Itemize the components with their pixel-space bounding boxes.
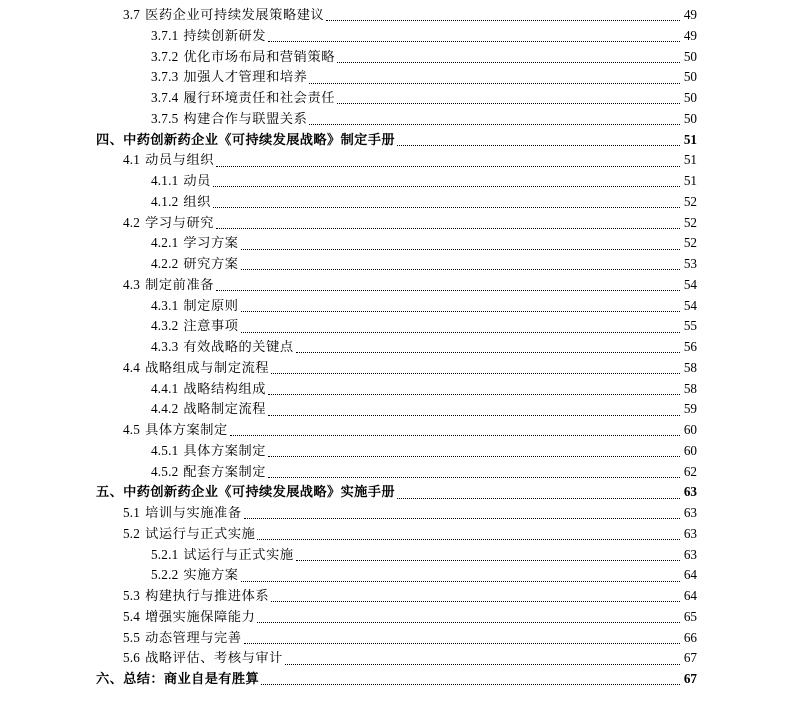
toc-entry-title: 研究方案: [183, 256, 239, 271]
toc-entry-title: 试运行与正式实施: [145, 525, 256, 541]
toc-page-number: 65: [683, 608, 697, 624]
toc-entry-label: [123, 503, 243, 524]
toc-entry-title: 有效战略的关键点: [183, 339, 294, 354]
toc-entry-title: 学习与研究: [145, 214, 215, 230]
toc-entry-title: 优化市场布局和营销策略: [183, 48, 336, 64]
toc-subsection-entry[interactable]: [0, 399, 793, 420]
toc-page-number: 67: [683, 671, 697, 686]
toc-entry-title: 医药企业可持续发展策略建议: [145, 7, 325, 22]
toc-entry-title: 五、中药创新药企业《可持续发展战略》实施手册: [96, 484, 395, 500]
dot-leader: [257, 621, 680, 623]
toc-entry-number: 5.2.1: [151, 546, 179, 562]
toc-page-number: 63: [683, 525, 697, 541]
toc-entry-number: 4.1: [123, 152, 141, 168]
table-of-contents: [0, 5, 793, 690]
dot-leader: [216, 289, 680, 291]
toc-page-number: 52: [683, 193, 697, 209]
toc-entry-title: 战略制定流程: [183, 401, 267, 417]
toc-entry-label: [151, 565, 240, 586]
toc-section-entry[interactable]: [0, 586, 793, 607]
toc-subsection-entry[interactable]: [0, 192, 793, 213]
toc-page-number: 60: [683, 442, 697, 458]
toc-entry-number: 4.2: [123, 214, 141, 230]
toc-chapter-entry[interactable]: [0, 482, 793, 503]
toc-subsection-entry[interactable]: [0, 47, 793, 68]
toc-entry-number: 5.4: [123, 608, 141, 624]
toc-page-number: 50: [683, 48, 697, 64]
dot-leader: [241, 331, 680, 333]
toc-entry-title: 战略组成与制定流程: [145, 359, 270, 375]
toc-subsection-entry[interactable]: [0, 171, 793, 192]
toc-entry-label: [151, 254, 240, 275]
toc-subsection-entry[interactable]: [0, 296, 793, 317]
toc-page-number: 63: [683, 505, 697, 520]
toc-subsection-entry[interactable]: [0, 233, 793, 254]
toc-page-number: 58: [683, 380, 697, 396]
toc-section-entry[interactable]: [0, 628, 793, 649]
dot-leader: [326, 19, 680, 21]
toc-page-number: 50: [683, 90, 697, 105]
toc-entry-number: 5.2.2: [151, 567, 179, 583]
toc-entry-label: [151, 462, 267, 483]
toc-entry-label: [151, 109, 308, 130]
toc-section-entry[interactable]: [0, 524, 793, 545]
toc-page-number: 66: [683, 629, 697, 645]
dot-leader: [271, 600, 680, 602]
toc-entry-label: [123, 213, 215, 234]
toc-entry-label: [123, 607, 256, 628]
toc-section-entry[interactable]: [0, 275, 793, 296]
toc-entry-label: [123, 648, 284, 669]
dot-leader: [309, 123, 680, 125]
toc-subsection-entry[interactable]: [0, 254, 793, 275]
toc-page-number: 67: [683, 650, 697, 666]
toc-page-number: 63: [683, 546, 697, 562]
toc-entry-number: 3.7.5: [151, 110, 179, 126]
toc-subsection-entry[interactable]: [0, 88, 793, 109]
toc-entry-title: 动态管理与完善: [145, 629, 242, 645]
toc-page-number: 60: [683, 422, 697, 437]
toc-entry-number: 4.3: [123, 276, 141, 292]
toc-entry-number: 4.3.2: [151, 318, 179, 334]
dot-leader: [337, 102, 680, 104]
dot-leader: [397, 497, 680, 499]
toc-entry-title: 制定前准备: [145, 276, 215, 292]
toc-subsection-entry[interactable]: [0, 337, 793, 358]
toc-entry-title: 学习方案: [183, 235, 239, 251]
toc-entry-title: 持续创新研发: [183, 27, 267, 43]
toc-entry-number: 3.7: [123, 7, 141, 22]
toc-entry-label: [123, 150, 215, 171]
toc-entry-label: [123, 275, 215, 296]
toc-entry-label: [151, 545, 295, 566]
toc-entry-title: 注意事项: [183, 318, 239, 334]
toc-page-number: 56: [683, 339, 697, 354]
toc-entry-label: [123, 586, 270, 607]
toc-page-number: 49: [683, 7, 697, 22]
toc-entry-label: [151, 379, 267, 400]
toc-entry-number: 3.7.1: [151, 27, 179, 43]
dot-leader: [268, 393, 680, 395]
toc-page-number: 55: [683, 318, 697, 334]
toc-entry-title: 战略评估、考核与审计: [145, 650, 283, 666]
toc-entry-number: 4.4.1: [151, 380, 179, 396]
toc-entry-label: [123, 628, 243, 649]
toc-entry-number: 3.7.2: [151, 48, 179, 64]
dot-leader: [230, 434, 680, 436]
toc-subsection-entry[interactable]: [0, 545, 793, 566]
dot-leader: [241, 248, 680, 250]
toc-page-number: 64: [683, 567, 697, 583]
toc-entry-label: [151, 171, 212, 192]
toc-page-number: 54: [683, 297, 697, 313]
toc-page-number: 64: [683, 588, 697, 603]
toc-page-number: 50: [683, 69, 697, 85]
toc-entry-number: 5.5: [123, 629, 141, 645]
toc-entry-title: 试运行与正式实施: [183, 546, 294, 562]
toc-chapter-entry[interactable]: [0, 130, 793, 151]
toc-entry-title: 培训与实施准备: [145, 505, 242, 520]
toc-subsection-entry[interactable]: [0, 67, 793, 88]
dot-leader: [271, 372, 680, 374]
toc-page-number: 58: [683, 359, 697, 375]
toc-subsection-entry[interactable]: [0, 565, 793, 586]
toc-page-number: 51: [683, 173, 697, 188]
toc-entry-label: [151, 296, 240, 317]
toc-subsection-entry[interactable]: [0, 26, 793, 47]
toc-entry-title: 动员: [183, 173, 211, 188]
toc-subsection-entry[interactable]: [0, 316, 793, 337]
toc-entry-number: 5.1: [123, 505, 141, 520]
toc-entry-number: 5.2: [123, 525, 141, 541]
dot-leader: [244, 517, 680, 519]
toc-entry-title: 具体方案制定: [145, 422, 228, 437]
dot-leader: [337, 61, 680, 63]
dot-leader: [213, 206, 680, 208]
toc-section-entry[interactable]: [0, 358, 793, 379]
toc-entry-label: [151, 399, 267, 420]
toc-subsection-entry[interactable]: [0, 441, 793, 462]
toc-section-entry[interactable]: [0, 503, 793, 524]
toc-section-entry[interactable]: [0, 648, 793, 669]
toc-entry-label: [123, 420, 229, 441]
toc-entry-title: 增强实施保障能力: [145, 608, 256, 624]
toc-page-number: 63: [683, 484, 697, 500]
toc-section-entry[interactable]: [0, 5, 793, 26]
toc-page-number: 52: [683, 235, 697, 251]
toc-entry-number: 3.7.4: [151, 90, 179, 105]
toc-entry-label: [151, 441, 267, 462]
toc-entry-title: 战略结构组成: [183, 380, 267, 396]
toc-entry-title: 动员与组织: [145, 152, 215, 168]
dot-leader: [268, 40, 680, 42]
toc-page-number: 49: [683, 27, 697, 43]
toc-page-number: 62: [683, 463, 697, 479]
toc-entry-number: 4.5.1: [151, 442, 179, 458]
toc-entry-label: [123, 524, 256, 545]
toc-entry-number: 5.3: [123, 588, 141, 603]
toc-page-number: 54: [683, 276, 697, 292]
toc-entry-label: [123, 358, 270, 379]
toc-entry-title: 组织: [183, 193, 211, 209]
toc-entry-title: 加强人才管理和培养: [183, 69, 308, 85]
toc-entry-number: 4.3.3: [151, 339, 179, 354]
toc-section-entry[interactable]: [0, 213, 793, 234]
toc-entry-title: 具体方案制定: [183, 442, 267, 458]
toc-subsection-entry[interactable]: [0, 379, 793, 400]
toc-entry-label: [96, 482, 396, 503]
dot-leader: [268, 476, 680, 478]
toc-entry-label: [151, 67, 308, 88]
dot-leader: [216, 165, 680, 167]
dot-leader: [397, 144, 680, 146]
toc-page-number: 51: [683, 152, 697, 168]
dot-leader: [257, 538, 680, 540]
toc-entry-label: [151, 47, 336, 68]
toc-entry-label: [123, 5, 325, 26]
toc-entry-label: [151, 337, 295, 358]
toc-subsection-entry[interactable]: [0, 462, 793, 483]
toc-page-number: 59: [683, 401, 697, 417]
dot-leader: [296, 351, 680, 353]
dot-leader: [296, 559, 680, 561]
toc-entry-label: [151, 88, 336, 109]
toc-entry-title: 六、总结：商业自是有胜算: [96, 671, 260, 686]
toc-entry-number: 4.1.1: [151, 173, 179, 188]
toc-section-entry[interactable]: [0, 607, 793, 628]
toc-page-number: 53: [683, 256, 697, 271]
toc-entry-number: 4.5: [123, 422, 141, 437]
toc-entry-title: 履行环境责任和社会责任: [183, 90, 336, 105]
dot-leader: [268, 414, 680, 416]
toc-subsection-entry[interactable]: [0, 109, 793, 130]
toc-entry-number: 4.4.2: [151, 401, 179, 417]
dot-leader: [285, 663, 680, 665]
toc-entry-title: 构建执行与推进体系: [145, 588, 270, 603]
dot-leader: [244, 642, 680, 644]
toc-entry-label: [151, 316, 240, 337]
toc-entry-label: [151, 192, 212, 213]
dot-leader: [216, 227, 680, 229]
toc-entry-title: 制定原则: [183, 297, 239, 313]
toc-entry-label: [151, 26, 267, 47]
toc-entry-title: 四、中药创新药企业《可持续发展战略》制定手册: [96, 131, 395, 147]
toc-entry-number: 5.6: [123, 650, 141, 666]
toc-entry-number: 4.1.2: [151, 193, 179, 209]
toc-entry-label: [151, 233, 240, 254]
toc-entry-number: 4.5.2: [151, 463, 179, 479]
dot-leader: [261, 683, 680, 685]
toc-section-entry[interactable]: [0, 150, 793, 171]
dot-leader: [241, 268, 680, 270]
toc-entry-number: 4.2.1: [151, 235, 179, 251]
toc-entry-title: 构建合作与联盟关系: [183, 110, 308, 126]
dot-leader: [241, 580, 680, 582]
toc-entry-number: 4.3.1: [151, 297, 179, 313]
toc-entry-number: 4.4: [123, 359, 141, 375]
toc-section-entry[interactable]: [0, 420, 793, 441]
toc-entry-label: [96, 130, 396, 151]
toc-page-number: 52: [683, 214, 697, 230]
toc-entry-title: 实施方案: [183, 567, 239, 583]
toc-entry-number: 3.7.3: [151, 69, 179, 85]
toc-page-number: 51: [683, 131, 697, 147]
dot-leader: [213, 185, 680, 187]
dot-leader: [268, 455, 680, 457]
toc-page-number: 50: [683, 110, 697, 126]
dot-leader: [309, 82, 680, 84]
toc-entry-number: 4.2.2: [151, 256, 179, 271]
dot-leader: [241, 310, 680, 312]
toc-entry-label: [96, 669, 260, 690]
toc-chapter-entry[interactable]: [0, 669, 793, 690]
toc-entry-title: 配套方案制定: [183, 463, 267, 479]
